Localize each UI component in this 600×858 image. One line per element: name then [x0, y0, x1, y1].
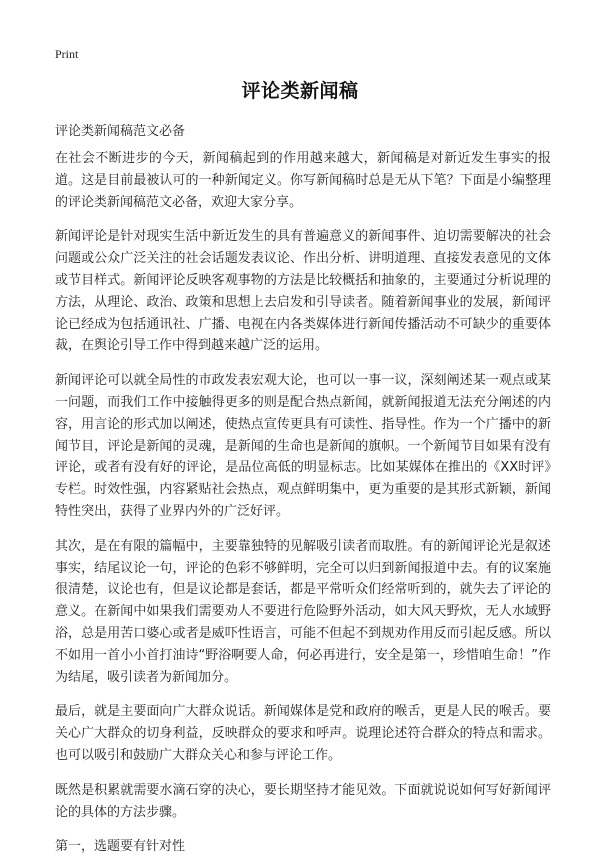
paragraph-insight: 其次，是在有限的篇幅中，主要靠独特的见解吸引读者而取胜。有的新闻评论光是叙述事实，结尾议论一句，评论的色彩不够鲜明，完全可以归到新闻报道中去。有的议案施很清楚，议论也有，但是议论都是套话，都是平常听众们经常听到的，就失去了评论的意义。在新闻中如果我们需要劝人不要进行危险野外活动，如大风天野炊，无人水域野浴，总是用苦口婆心或者是威吓性语言，可能不但起不到规劝作用反而引起反感。所以不如用一首小小首打油诗“野浴啊要人命，何必再进行，安全是第一，珍惜咱生命！”作为结尾，吸引读者为新闻加分。 [55, 538, 551, 685]
section-heading: 第一，选题要有针对性 [55, 839, 186, 855]
article-body [55, 148, 551, 858]
paragraph-persistence: 既然是积累就需要水滴石穿的决心，要长期坚持才能见效。下面就说说如何写好新闻评论的具体的方法步骤。 [55, 782, 551, 820]
paragraph-definition: 新闻评论是针对现实生活中新近发生的具有普遍意义的新闻事件、迫切需要解决的社会问题或公众广泛关注的社会话题发表议论、作出分析、讲明道理、直接发表意见的文体或节目样式。新闻评论反映客观事物的方法是比较概括和抽象的，主要通过分析说理的方法，从理论、政治、政策和思想上去启发和引导读者。随着新闻事业的发展，新闻评论已经成为包括通讯社、广播、电视在内各类媒体进行新闻传播活动不可缺少的重要体裁，在舆论引导工作中得到越来越广泛的运用。 [55, 229, 551, 354]
article-subtitle: 评论类新闻稿范文必备 [55, 124, 186, 139]
article-title: 评论类新闻稿 [241, 80, 359, 102]
paragraph-scope: 新闻评论可以就全局性的市政发表宏观大论，也可以一事一议，深刻阐述某一观点或某一问题，而我们工作中接触得更多的则是配合热点新闻，就新闻报道无法充分阐述的内容，用言论的形式加以阐述，使热点宣传更具有可读性、指导性。作为一个广播中的新闻节目，评论是新闻的灵魂，是新闻的生命也是新闻的旗帜。一个新闻节目如果有没有评论，或者有没有好的评论，是品位高低的明显标志。比如某媒体在推出的《XX时评》专栏。时效性强，内容紧贴社会热点，观点鲜明集中，更为重要的是其形式新颖，新闻特性突出，获得了业界内外的广泛好评。 [55, 373, 551, 519]
print-link[interactable]: Print [55, 47, 79, 61]
paragraph-audience: 最后，就是主要面向广大群众说话。新闻媒体是党和政府的喉舌，更是人民的喉舌。要关心广大群众的切身利益，反映群众的要求和呼声。说理论述符合群众的特点和需求。也可以吸引和鼓励广大群众关心和参与评论工作。 [55, 704, 551, 763]
paragraph-intro: 在社会不断进步的今天，新闻稿起到的作用越来越大，新闻稿是对新近发生事实的报道。这是目前最被认可的一种新闻定义。你写新闻稿时总是无从下笔？下面是小编整理的评论类新闻稿范文必备，欢迎大家分享。 [55, 151, 551, 210]
